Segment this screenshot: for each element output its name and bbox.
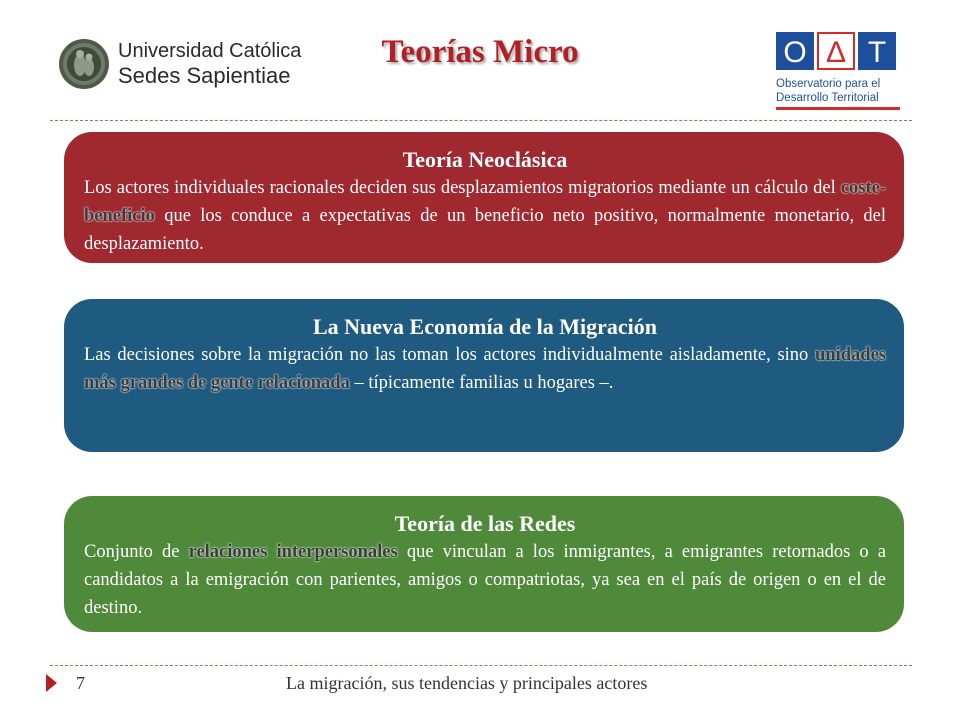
university-name-line1: Universidad Católica	[118, 40, 302, 62]
footer-arrow-icon	[46, 674, 57, 692]
header-divider	[50, 120, 912, 121]
odt-logo-letter-t: T	[858, 32, 896, 70]
section-nueva-economia	[64, 299, 904, 452]
footer-divider	[50, 665, 912, 666]
odt-logo-letter-delta: Δ	[817, 32, 855, 70]
section-body: Las decisiones sobre la migración no las toman los actores individualmente aisladamente, sino unidades más grandes de gente relacionada – típicamente familias u hogares –.	[84, 345, 886, 393]
university-logo	[58, 38, 302, 94]
page-title: Teorías Micro	[381, 34, 579, 70]
odt-logo	[776, 30, 900, 114]
odt-logo-line2: Desarrollo Territorial	[776, 92, 879, 104]
odt-logo-line1: Observatorio para el	[776, 78, 881, 90]
section-highlight: unidades más grandes de gente relacionada	[84, 345, 886, 393]
section-heading: La Nueva Economía de la Migración	[312, 314, 658, 339]
section-highlight: relaciones interpersonales	[188, 542, 398, 562]
section-heading: Teoría de las Redes	[394, 511, 576, 536]
section-body: Conjunto de relaciones interpersonales que vinculan a los inmigrantes, a emigrantes retornados o a candidatos a la emigración con parientes, amigos o compatriotas, ya sea en el país de origen o en el de destino.	[84, 542, 886, 618]
page-number: 7	[76, 673, 85, 693]
university-seal-icon	[58, 38, 110, 90]
odt-logo-letter-o: O	[776, 32, 814, 70]
section-body: Los actores individuales racionales deciden sus desplazamientos migratorios mediante un cálculo del coste-beneficio que los conduce a expectativas de un beneficio neto positivo, normalmente monetario, del desplazamiento.	[84, 178, 886, 254]
university-name-line2: Sedes Sapientiae	[118, 63, 291, 88]
section-heading: Teoría Neoclásica	[402, 147, 568, 172]
section-highlight: coste-beneficio	[84, 178, 886, 226]
section-redes	[64, 496, 904, 632]
footer-text: La migración, sus tendencias y principales actores	[286, 673, 648, 693]
odt-logo-underline	[776, 107, 900, 110]
section-neoclasica	[64, 132, 904, 263]
